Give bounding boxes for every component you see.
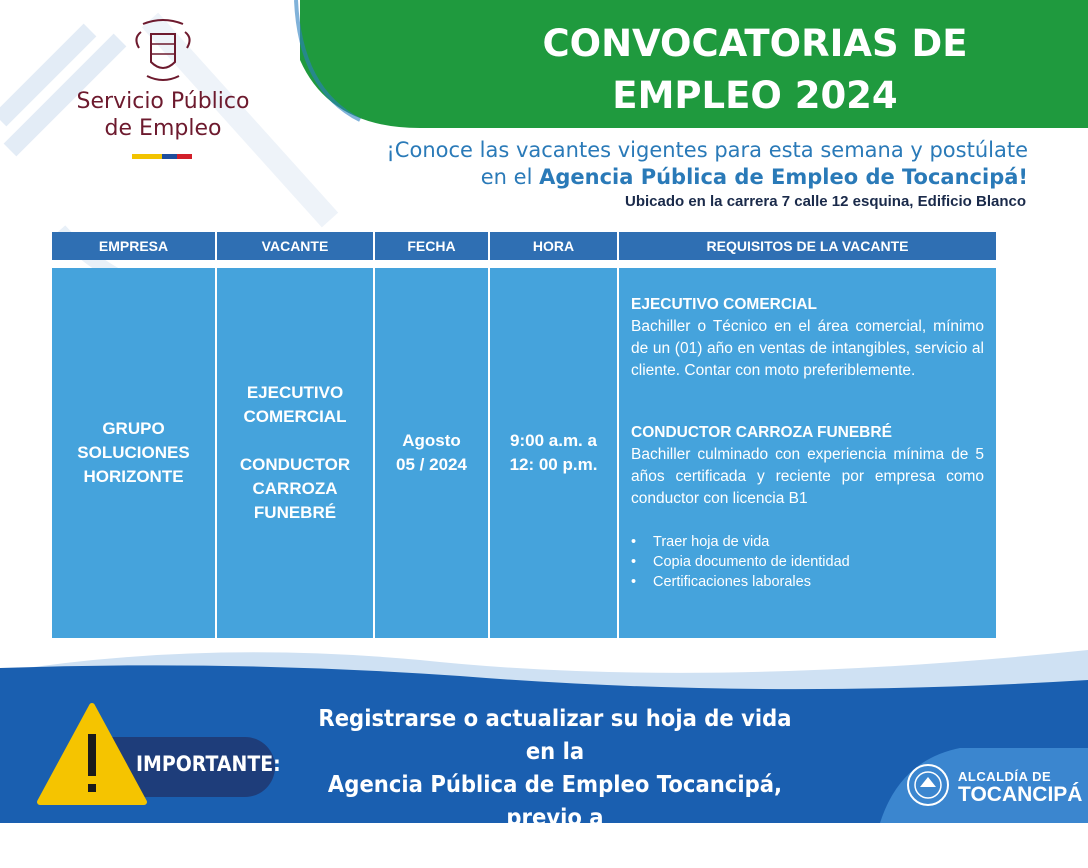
subtitle-line2 [328, 164, 1028, 191]
list-item: • Copia documento de identidad [631, 552, 984, 572]
header-requisitos: REQUISITOS DE LA VACANTE [619, 232, 996, 260]
subtitle-prefix: en el [480, 165, 540, 189]
empresa-line: HORIZONTE [83, 467, 184, 486]
table-header [52, 232, 996, 260]
colombia-flag-stripe [132, 154, 192, 159]
cell-requisitos [619, 268, 996, 638]
cell-empresa [52, 268, 217, 638]
address: Ubicado en la carrera 7 calle 12 esquina, Edificio Blanco [625, 193, 1026, 210]
important-label: IMPORTANTE: [136, 752, 281, 776]
header-fecha: FECHA [375, 232, 490, 260]
flag-yellow [132, 154, 162, 159]
subtitle [328, 137, 1028, 191]
vacante-line: COMERCIAL [243, 407, 347, 426]
title-line1: CONVOCATORIAS DE [542, 22, 968, 65]
list-item: • Traer hoja de vida [631, 532, 984, 552]
req-bullets [631, 532, 984, 592]
coat-of-arms-icon [133, 18, 193, 90]
req-desc-conductor: Bachiller culminado con experiencia mínima de 5 años certificada y reciente por empresa como conductor con licencia B1 [631, 446, 984, 507]
header-empresa: EMPRESA [52, 232, 217, 260]
title-line2: EMPLEO 2024 [612, 74, 898, 117]
cell-fecha [375, 268, 490, 638]
footer-line: la fecha de la convocatoria. [390, 838, 720, 864]
subtitle-line1: ¡Conoce las vacantes vigentes para esta semana y postúlate [386, 138, 1028, 162]
subtitle-agency: Agencia Pública de Empleo de Tocancipá! [539, 165, 1028, 189]
hora-line: 9:00 a.m. a [510, 431, 597, 450]
vacante-line: FUNEBRÉ [253, 503, 337, 522]
alcaldia-line2: TOCANCIPÁ [958, 783, 1083, 806]
alcaldia-line1: ALCALDÍA DE [958, 769, 1052, 784]
list-item: • Certificaciones laborales [631, 572, 984, 592]
footer-message [311, 703, 799, 868]
logo-text [40, 88, 286, 142]
vacante-line: CARROZA [252, 479, 338, 498]
alcaldia-logo [880, 745, 1083, 815]
logo-line1: Servicio Público [76, 89, 250, 114]
logo-line2: de Empleo [104, 116, 222, 141]
page-title [455, 18, 1055, 122]
flag-blue [162, 154, 177, 159]
servicio-publico-logo [40, 18, 290, 168]
hora-line: 12: 00 p.m. [509, 455, 598, 474]
header-vacante: VACANTE [217, 232, 375, 260]
fecha-line: Agosto [402, 431, 461, 450]
req-title-conductor: CONDUCTOR CARROZA FUNEBRÉ [631, 424, 892, 441]
header-hora: HORA [490, 232, 619, 260]
vacante-line: CONDUCTOR [239, 455, 351, 474]
footer-line: Registrarse o actualizar su hoja de vida en la [318, 706, 792, 765]
vacante-line: EJECUTIVO [246, 383, 344, 402]
footer-line: Agencia Pública de Empleo Tocancipá, previo a [327, 772, 783, 831]
table-row [52, 268, 996, 638]
warning-triangle-icon [36, 702, 148, 806]
empresa-line: SOLUCIONES [77, 443, 190, 462]
flag-red [177, 154, 192, 159]
cell-vacante [217, 268, 375, 638]
fecha-line: 05 / 2024 [396, 455, 467, 474]
req-desc-ejecutivo: Bachiller o Técnico en el área comercial, mínimo de un (01) año en ventas de intangibles, servicio al cliente. Contar con moto preferiblemente. [631, 318, 984, 379]
cell-hora [490, 268, 619, 638]
empresa-line: GRUPO [102, 419, 165, 438]
tocancipa-seal-icon [906, 763, 950, 807]
req-title-ejecutivo: EJECUTIVO COMERCIAL [631, 296, 818, 313]
